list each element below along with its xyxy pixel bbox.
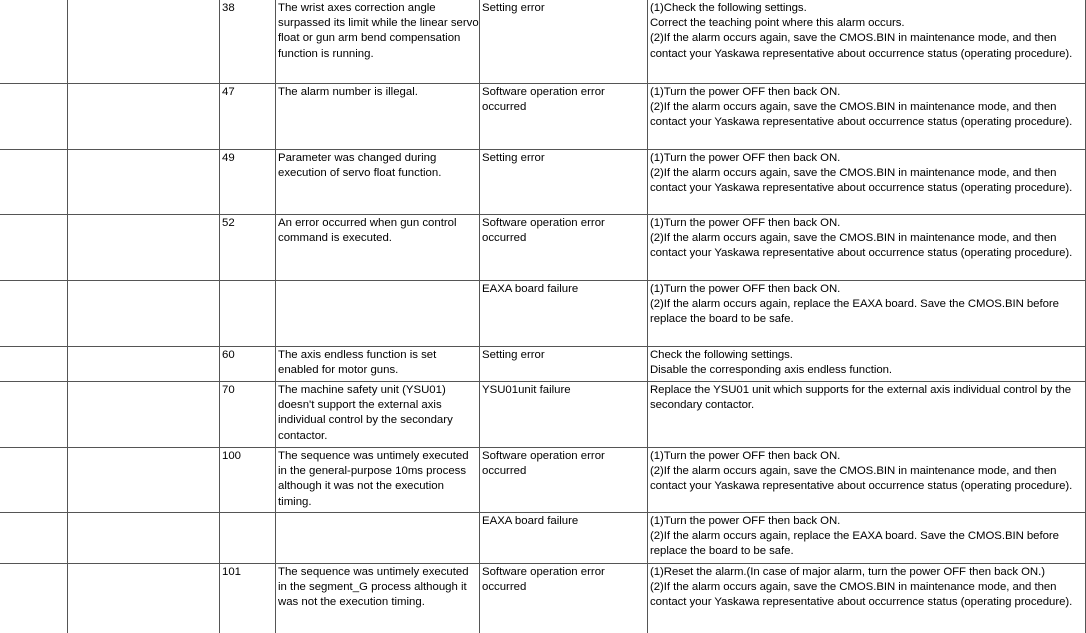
cause-cell: EAXA board failure <box>482 283 579 295</box>
cause-cell: Software operation error occurred <box>482 86 605 114</box>
cause-cell: Setting error <box>482 349 545 361</box>
table-row <box>0 448 1086 513</box>
sub-code-cell: 60 <box>222 349 235 361</box>
sub-code-cell: 52 <box>222 217 235 229</box>
table-row <box>0 564 1086 633</box>
sub-code-cell: 101 <box>222 566 242 578</box>
meaning-cell <box>275 513 479 563</box>
sub-code-cell: 100 <box>222 450 242 462</box>
sub-code-cell <box>219 281 275 346</box>
table-row <box>0 0 1086 84</box>
remedy-cell: (1)Check the following settings. Correct the teaching point where this alarm occurs. (2)If the alarm occurs again, save the CMOS.BIN in maintenance mode, and then contact your Yaskawa representative about occurrence status (operating procedure). <box>650 2 1073 60</box>
table-row <box>0 347 1086 382</box>
cause-cell: Setting error <box>482 2 545 14</box>
cause-cell: Software operation error occurred <box>482 450 605 478</box>
meaning-cell: The wrist axes correction angle surpassed its limit while the linear servo float or gun arm bend compensation function is running. <box>278 2 479 60</box>
remedy-cell: (1)Turn the power OFF then back ON. (2)If the alarm occurs again, replace the EAXA board. Save the CMOS.BIN before replace the board to be safe. <box>650 283 1059 326</box>
meaning-cell: The machine safety unit (YSU01) doesn't support the external axis individual control by the secondary contactor. <box>278 384 453 442</box>
meaning-cell: The axis endless function is set enabled for motor guns. <box>278 349 437 377</box>
meaning-cell: The alarm number is illegal. <box>278 86 418 98</box>
sub-code-cell: 47 <box>222 86 235 98</box>
remedy-cell: Replace the YSU01 unit which supports for the external axis individual control by the secondary contactor. <box>650 384 1072 412</box>
sub-code-cell <box>219 513 275 563</box>
cause-cell: Software operation error occurred <box>482 217 605 245</box>
sub-code-cell: 70 <box>222 384 235 396</box>
meaning-cell: Parameter was changed during execution of servo float function. <box>278 152 442 180</box>
cause-cell: YSU01unit failure <box>482 384 571 396</box>
remedy-cell: (1)Reset the alarm.(In case of major alarm, turn the power OFF then back ON.) (2)If the alarm occurs again, save the CMOS.BIN in maintenance mode, and then contact your Yaskawa representative about occurrence status (operating procedure). <box>650 566 1073 609</box>
table-row <box>0 513 1086 564</box>
table-row <box>0 150 1086 215</box>
meaning-cell <box>275 281 479 346</box>
remedy-cell: (1)Turn the power OFF then back ON. (2)If the alarm occurs again, save the CMOS.BIN in maintenance mode, and then contact your Yaskawa representative about occurrence status (operating procedure). <box>650 86 1073 129</box>
sub-code-cell: 49 <box>222 152 235 164</box>
sub-code-cell: 38 <box>222 2 235 14</box>
remedy-cell: (1)Turn the power OFF then back ON. (2)If the alarm occurs again, save the CMOS.BIN in maintenance mode, and then contact your Yaskawa representative about occurrence status (operating procedure). <box>650 450 1073 493</box>
cause-cell: Software operation error occurred <box>482 566 605 594</box>
table-row <box>0 382 1086 448</box>
remedy-cell: (1)Turn the power OFF then back ON. (2)If the alarm occurs again, replace the EAXA board. Save the CMOS.BIN before replace the board to be safe. <box>650 515 1059 558</box>
table-row <box>0 281 1086 347</box>
meaning-cell: An error occurred when gun control command is executed. <box>278 217 457 245</box>
cause-cell: Setting error <box>482 152 545 164</box>
meaning-cell: The sequence was untimely executed in the segment_G process although it was not the execution timing. <box>278 566 469 609</box>
table-row <box>0 84 1086 150</box>
remedy-cell: Check the following settings. Disable the corresponding axis endless function. <box>650 349 893 377</box>
table-row <box>0 215 1086 281</box>
remedy-cell: (1)Turn the power OFF then back ON. (2)If the alarm occurs again, save the CMOS.BIN in maintenance mode, and then contact your Yaskawa representative about occurrence status (operating procedure). <box>650 217 1073 260</box>
cause-cell: EAXA board failure <box>482 515 579 527</box>
meaning-cell: The sequence was untimely executed in the general-purpose 10ms process although it was not the execution timing. <box>278 450 469 508</box>
remedy-cell: (1)Turn the power OFF then back ON. (2)If the alarm occurs again, save the CMOS.BIN in maintenance mode, and then contact your Yaskawa representative about occurrence status (operating procedure). <box>650 152 1073 195</box>
